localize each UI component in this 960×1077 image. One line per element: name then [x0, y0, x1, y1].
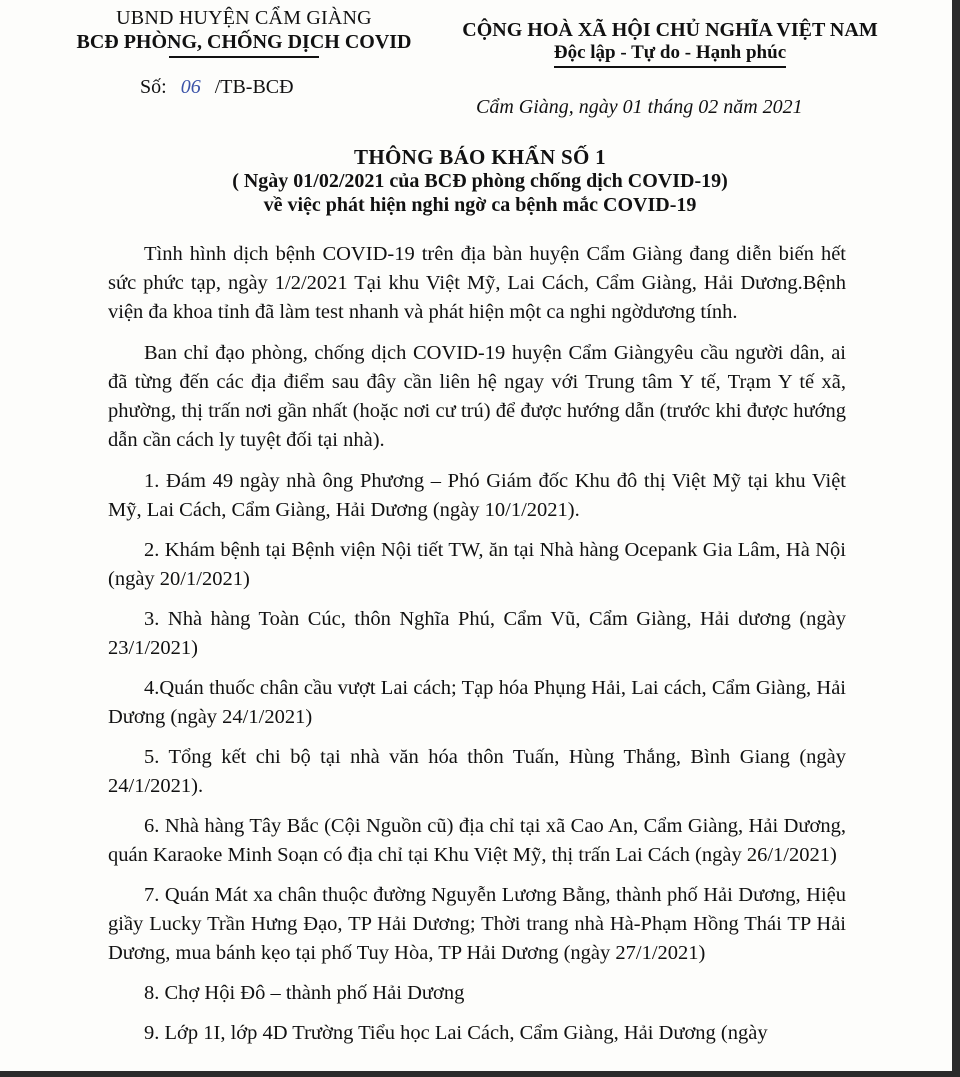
national-motto: Độc lập - Tự do - Hạnh phúc: [554, 42, 786, 68]
notice-title-main: THÔNG BÁO KHẨN SỐ 1: [354, 145, 606, 169]
list-item: 3. Nhà hàng Toàn Cúc, thôn Nghĩa Phú, Cẩm Vũ, Cẩm Giàng, Hải dương (ngày 23/1/2021): [108, 608, 846, 659]
document-number: [140, 76, 294, 99]
list-item: 4.Quán thuốc chân cầu vượt Lai cách; Tạp hóa Phụng Hải, Lai cách, Cẩm Giàng, Hải Dương (ngày 24/1/2021): [108, 677, 846, 728]
list-item: 7. Quán Mát xa chân thuộc đường Nguyễn Lương Bằng, thành phố Hải Dương, Hiệu giầy Lucky Trần Hưng Đạo, TP Hải Dương; Thời trang nhà Hà-Phạm Hồng Thái TP Hải Dương, mua bánh kẹo tại phố Tuy Hòa, TP Hải Dương (ngày 27/1/2021): [108, 884, 846, 964]
nation-name: CỘNG HOÀ XÃ HỘI CHỦ NGHĨA VIỆT NAM: [462, 19, 878, 41]
national-header: [440, 18, 900, 68]
doc-number-handwritten: 06: [180, 76, 201, 98]
agency-name: UBND HUYỆN CẨM GIÀNG: [116, 7, 372, 29]
place-date: Cẩm Giàng, ngày 01 tháng 02 năm 2021: [476, 96, 803, 118]
scan-right-edge: [952, 0, 960, 1077]
doc-number-suffix: /TB-BCĐ: [214, 76, 294, 98]
list-item: 5. Tổng kết chi bộ tại nhà văn hóa thôn Tuấn, Hùng Thắng, Bình Giang (ngày 24/1/2021).: [108, 746, 846, 797]
committee-name: BCĐ PHÒNG, CHỐNG DỊCH COVID: [76, 31, 412, 53]
list-item: 6. Nhà hàng Tây Bắc (Cội Nguồn cũ) địa chỉ tại xã Cao An, Cẩm Giàng, Hải Dương, quán Karaoke Minh Soạn có địa chỉ tại Khu Việt Mỹ, thị trấn Lai Cách (ngày 26/1/2021): [108, 815, 846, 866]
notice-body: [108, 240, 846, 1059]
notice-title-sub2: về việc phát hiện nghi ngờ ca bệnh mắc COVID-19: [263, 194, 697, 216]
paragraph-situation: Tình hình dịch bệnh COVID-19 trên địa bàn huyện Cẩm Giàng đang diễn biến hết sức phức tạp, ngày 1/2/2021 Tại khu Việt Mỹ, Lai Cách, Cẩm Giàng, Hải Dương.Bệnh viện đa khoa tỉnh đã làm test nhanh và phát hiện một ca nghi ngờdương tính.: [108, 243, 846, 323]
notice-title-sub1: ( Ngày 01/02/2021 của BCĐ phòng chống dịch COVID-19): [232, 170, 728, 192]
location-list: [108, 467, 846, 1048]
list-item: 2. Khám bệnh tại Bệnh viện Nội tiết TW, ăn tại Nhà hàng Ocepank Gia Lâm, Hà Nội (ngày 20/1/2021): [108, 539, 846, 590]
list-item: 8. Chợ Hội Đô – thành phố Hải Dương: [144, 982, 465, 1004]
doc-number-prefix: Số:: [140, 76, 167, 98]
scan-bottom-edge: [0, 1071, 952, 1077]
issuing-agency-header: [64, 6, 424, 58]
list-item: 9. Lớp 1I, lớp 4D Trường Tiểu học Lai Cách, Cẩm Giàng, Hải Dương (ngày: [144, 1022, 768, 1044]
notice-title: [120, 145, 840, 217]
header-left-underline: [169, 56, 319, 58]
paragraph-request: Ban chỉ đạo phòng, chống dịch COVID-19 huyện Cẩm Giàngyêu cầu người dân, ai đã từng đến các địa điểm sau đây cần liên hệ ngay với Trung tâm Y tế, Trạm Y tế xã, phường, thị trấn nơi gần nhất (hoặc nơi cư trú) để được hướng dẫn (trước khi được hướng dẫn cần cách ly tuyệt đối tại nhà).: [108, 342, 846, 451]
list-item: 1. Đám 49 ngày nhà ông Phương – Phó Giám đốc Khu đô thị Việt Mỹ tại khu Việt Mỹ, Lai Cách, Cẩm Giàng, Hải Dương (ngày 10/1/2021).: [108, 470, 846, 521]
